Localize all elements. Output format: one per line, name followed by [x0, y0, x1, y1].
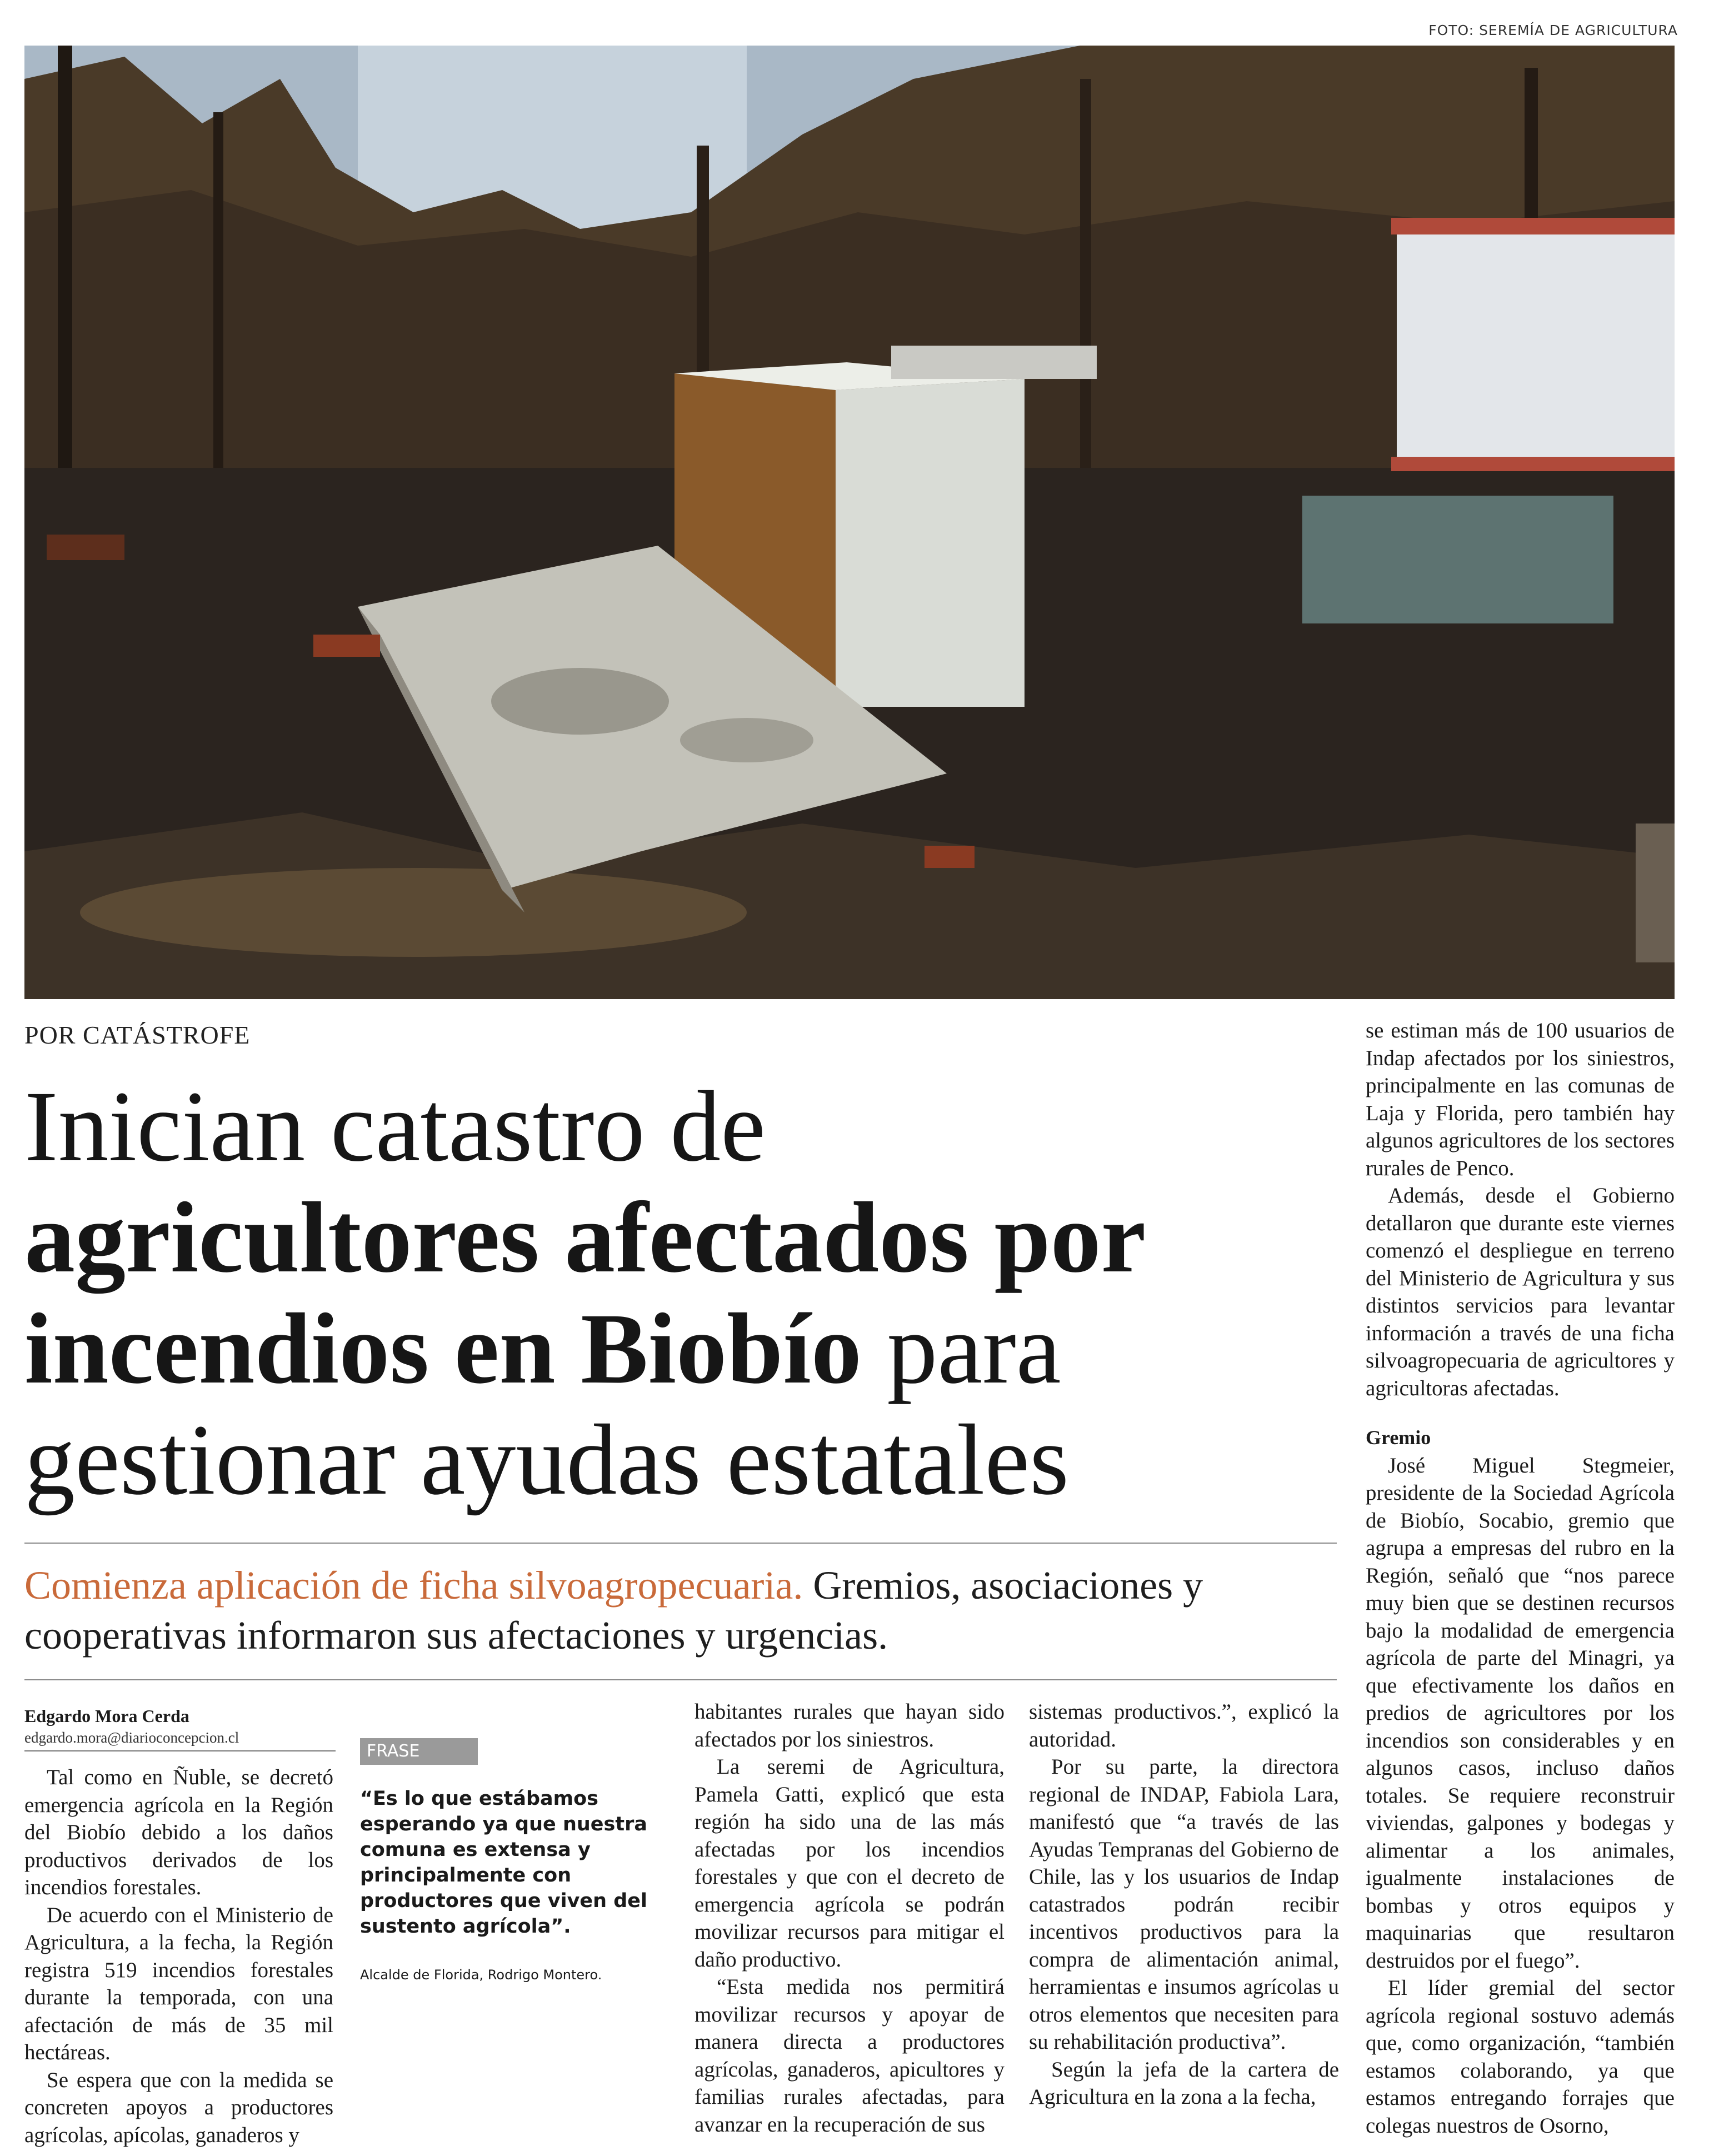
- photo-credit: FOTO: SEREMÍA DE AGRICULTURA: [1428, 22, 1678, 38]
- paragraph: Tal como en Ñuble, se decretó emergencia agrícola en la Región del Biobío debido a los daños productivos derivados de los incendios forestales.: [24, 1765, 333, 1899]
- body-column-3: [694, 1698, 1005, 2138]
- quote-attribution: Alcalde de Florida, Rodrigo Montero.: [360, 1967, 602, 1983]
- paragraph: Además, desde el Gobierno detallaron que durante este viernes comenzó el despliegue en terreno del Ministerio de Agricultura y sus distintos servicios para levantar información a través de una ficha silvoagropecuaria de agricultores y agricultoras afectadas.: [1366, 1184, 1675, 1400]
- paragraph: “Esta medida nos permitirá movilizar recursos y apoyar de manera directa a productores agrícolas, ganaderos, apicultores y familias rurales afectadas, para avanzar en la recuperación de sus: [694, 1975, 1005, 2137]
- subheading: Gremio: [1366, 1426, 1431, 1449]
- paragraph: sistemas productivos.”, explicó la autoridad.: [1029, 1700, 1339, 1751]
- paragraph: Por su parte, la directora regional de INDAP, Fabiola Lara, manifestó que “a través de las Ayudas Tempranas del Gobierno de Chile, las y los usuarios de Indap catastrados podrán recibir incentivos productivos para la compra de alimentación animal, herramientas e insumos agrícolas u otros elementos que necesiten para su rehabilitación productiva”.: [1029, 1755, 1339, 2054]
- headline: [24, 1071, 1319, 1516]
- quote-tag: FRASE: [360, 1738, 478, 1765]
- section-kicker: POR CATÁSTROFE: [24, 1021, 251, 1049]
- headline-line-2: agricultores afectados por: [24, 1182, 1146, 1294]
- divider: [24, 1543, 1337, 1544]
- paragraph: habitantes rurales que hayan sido afectados por los siniestros.: [694, 1700, 1005, 1751]
- paragraph: Se espera que con la medida se concreten apoyos a productores agrícolas, apícolas, ganaderos y: [24, 2068, 333, 2147]
- pull-quote: “Es lo que estábamos esperando ya que nuestra comuna es extensa y principalmente con productores que viven del sustento agrícola”.: [360, 1788, 648, 1938]
- divider: [24, 1679, 1337, 1680]
- paragraph: José Miguel Stegmeier, presidente de la Sociedad Agrícola de Biobío, Socabio, gremio que agrupa a empresas del rubro en la Región, señaló que “nos parece muy bien que se destinen recursos bajo la modalidad de emergencia agrícola de parte del Minagri, ya que efectivamente los daños en predios de agricultores por los incendios son considerables y en algunos casos, incluso daños totales. Se requiere reconstruir viviendas, galpones y bodegas y alimentar a los animales, igualmente instalaciones de bombas y otros equipos y maquinarias que resultaron destruidos por el fuego”.: [1366, 1453, 1675, 1973]
- body-column-1: [24, 1764, 333, 2149]
- headline-line-3-regular: para: [861, 1293, 1061, 1405]
- byline-author: Edgardo Mora Cerda: [24, 1706, 189, 1726]
- deck: [24, 1560, 1337, 1660]
- deck-accent: Comienza aplicación de ficha silvoagropecuaria.: [24, 1563, 803, 1608]
- paragraph: La seremi de Agricultura, Pamela Gatti, explicó que esta región ha sido una de las más afectadas por los incendios forestales y que con el decreto de emergencia agrícola se podrán movilizar recursos para mitigar el daño productivo.: [694, 1755, 1005, 1972]
- article-photo: [24, 46, 1675, 999]
- deck-text: Gremios, asociaciones y cooperativas informaron sus afectaciones y urgencias.: [24, 1563, 1203, 1658]
- byline-email: edgardo.mora@diarioconcepcion.cl: [24, 1729, 239, 1746]
- headline-line-4: gestionar ayudas estatales: [24, 1404, 1069, 1516]
- paragraph: De acuerdo con el Ministerio de Agricultura, a la fecha, la Región registra 519 incendios forestales durante la temporada, con una afectación de más de 35 mil hectáreas.: [24, 1903, 333, 2064]
- byline-divider: [24, 1750, 336, 1751]
- body-column-4: [1029, 1698, 1339, 2111]
- paragraph: El líder gremial del sector agrícola regional sostuvo además que, como organización, “también estamos colaborando, ya que estamos entregando forrajes que colegas nuestros de Osorno,: [1366, 1976, 1675, 2138]
- paragraph: Según la jefa de la cartera de Agricultura en la zona a la fecha,: [1029, 2057, 1339, 2109]
- headline-line-3-bold: incendios en Biobío: [24, 1293, 862, 1405]
- headline-line-1: Inician catastro de: [24, 1071, 766, 1182]
- paragraph: se estiman más de 100 usuarios de Indap afectados por los siniestros, principalmente en las comunas de Laja y Florida, pero también hay algunos agricultores de los sectores rurales de Penco.: [1366, 1019, 1675, 1180]
- body-column-5: [1366, 1017, 1675, 2139]
